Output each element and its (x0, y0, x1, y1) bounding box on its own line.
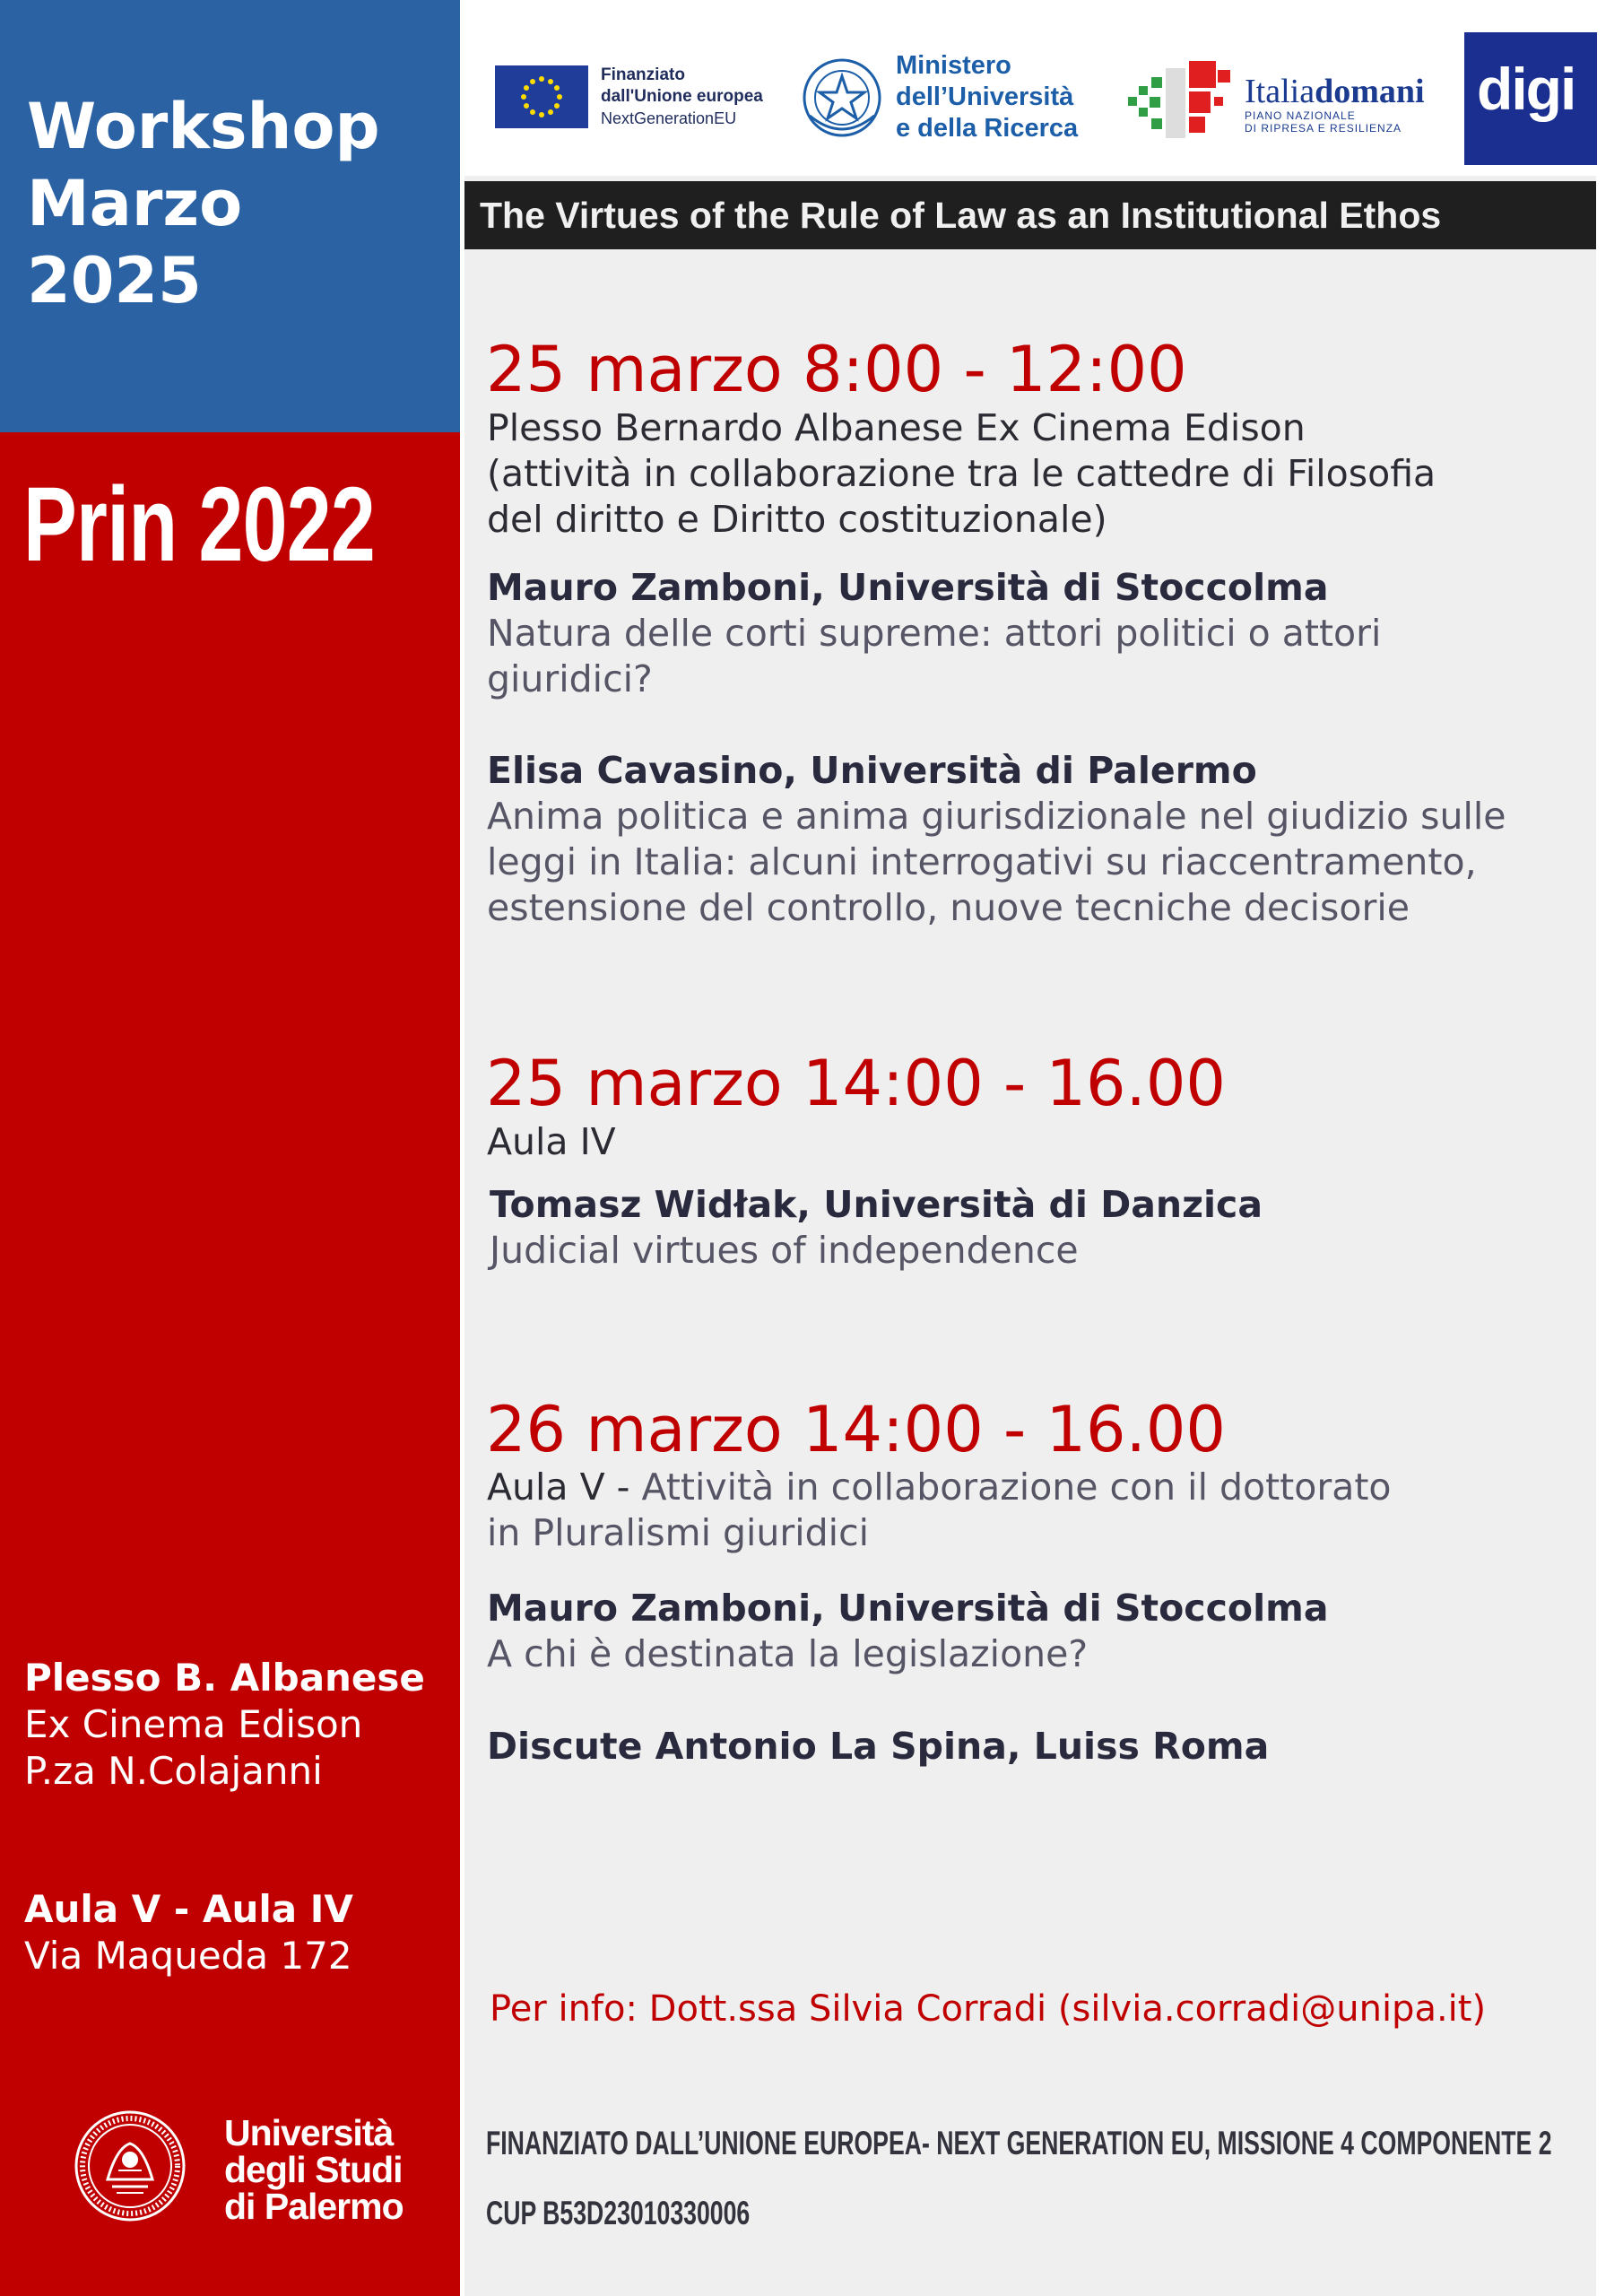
speaker-name: Mauro Zamboni, Università di Stoccolma (487, 566, 1329, 609)
eu-logo-line: Finanziato (601, 65, 685, 84)
session-heading: 25 marzo 8:00 - 12:00 (486, 333, 1187, 406)
eu-logo-line: dall'Unione europea (601, 87, 763, 106)
session-location-line: del diritto e Diritto costituzionale) (487, 498, 1107, 541)
venue-name: Aula V - Aula IV (24, 1887, 353, 1931)
discussant: Discute Antonio La Spina, Luiss Roma (487, 1725, 1270, 1768)
talk-title (487, 1631, 1088, 1677)
talk-title (487, 611, 1381, 702)
workshop-title-line: Workshop (27, 90, 380, 163)
digi-department-logo (1464, 32, 1597, 165)
italiadomani-name-regular: Italia (1245, 72, 1315, 110)
prin-label: Prin 2022 (23, 465, 375, 584)
italian-republic-emblem-icon (801, 53, 883, 143)
mur-logo (801, 50, 1078, 144)
session-location-prefix: Aula V - (487, 1465, 642, 1509)
session-location (487, 1465, 1391, 1556)
university-name-line: degli Studi (224, 2149, 403, 2190)
talk-title-line: estensione del controllo, nuove tecniche decisorie (487, 886, 1410, 929)
university-name-line: Università (224, 2112, 394, 2153)
venue-name: Plesso B. Albanese (24, 1656, 425, 1700)
workshop-title (27, 88, 380, 319)
venue-maqueda (24, 1886, 353, 1979)
venue-line: P.za N.Colajanni (24, 1749, 323, 1793)
session-location (487, 405, 1436, 543)
session-location-line (487, 1465, 1391, 1510)
speaker-name: Tomasz Widłak, Università di Danzica (490, 1183, 1263, 1226)
eu-funding-logo (495, 65, 763, 129)
mur-logo-text (896, 50, 1078, 144)
funding-statement: FINANZIATO DALL’UNIONE EUROPEA- NEXT GENERATION EU, MISSIONE 4 COMPONENTE 2 (486, 2125, 1552, 2161)
talk-title-line: Anima politica e anima giurisdizionale nel giudizio sulle (487, 795, 1506, 838)
italiadomani-text (1245, 74, 1425, 135)
sidebar-red-panel (0, 432, 460, 2296)
pnrr-label: DI RIPRESA E RESILIENZA (1245, 121, 1402, 135)
talk-title-line: Judicial virtues of independence (490, 1229, 1079, 1272)
eu-logo-text (601, 65, 763, 129)
digi-wordmark: digi (1477, 56, 1575, 122)
session-location-text: Attività in collaborazione con il dottorato (641, 1465, 1392, 1509)
venue-line: Ex Cinema Edison (24, 1702, 363, 1746)
cup-code: CUP B53D23010330006 (486, 2195, 751, 2231)
workshop-title-line: 2025 (27, 244, 202, 317)
mur-logo-line: dell’Università (896, 83, 1074, 111)
venue-albanese (24, 1655, 425, 1795)
talk-title-line: giuridici? (487, 657, 653, 700)
talk-title (490, 1228, 1079, 1274)
italia-pixel-flag-icon (1121, 52, 1237, 155)
mur-logo-line: Ministero (896, 51, 1011, 80)
university-name-line: di Palermo (224, 2186, 404, 2227)
university-logo (72, 2108, 457, 2242)
eu-logo-line: NextGenerationEU (601, 109, 737, 127)
talk-title-line: Natura delle corti supreme: attori politici o attori (487, 612, 1382, 655)
speaker-name: Mauro Zamboni, Università di Stoccolma (487, 1587, 1329, 1630)
session-location (487, 1119, 616, 1165)
italiadomani-name (1245, 74, 1425, 109)
pnrr-label: PIANO NAZIONALE (1245, 109, 1356, 122)
session-heading: 25 marzo 14:00 - 16.00 (486, 1047, 1226, 1120)
mur-logo-line: e della Ricerca (896, 114, 1079, 143)
venue-line: Via Maqueda 172 (24, 1934, 352, 1978)
university-name (224, 2112, 404, 2227)
project-title: The Virtues of the Rule of Law as an Institutional Ethos (480, 195, 1442, 236)
university-seal-icon (72, 2108, 188, 2224)
eu-flag-icon (495, 65, 588, 128)
talk-title-line: leggi in Italia: alcuni interrogativi su riaccentramento, (487, 840, 1477, 883)
talk-title (487, 794, 1506, 931)
session-location-line: Plesso Bernardo Albanese Ex Cinema Edison (487, 406, 1306, 449)
speaker-name: Elisa Cavasino, Università di Palermo (487, 749, 1257, 792)
session-heading: 26 marzo 14:00 - 16.00 (486, 1393, 1226, 1466)
italiadomani-name-bold: domani (1315, 72, 1425, 110)
contact-info: Per info: Dott.ssa Silvia Corradi (silvia.corradi@unipa.it) (490, 1988, 1487, 2030)
session-location-line: in Pluralismi giuridici (487, 1511, 869, 1554)
italiadomani-logo (1121, 43, 1444, 164)
talk-title-line: A chi è destinata la legislazione? (487, 1632, 1089, 1675)
session-location-line: (attività in collaborazione tra le cattedre di Filosofia (487, 452, 1436, 495)
session-location-line: Aula IV (487, 1120, 616, 1163)
workshop-title-line: Marzo (27, 167, 243, 240)
